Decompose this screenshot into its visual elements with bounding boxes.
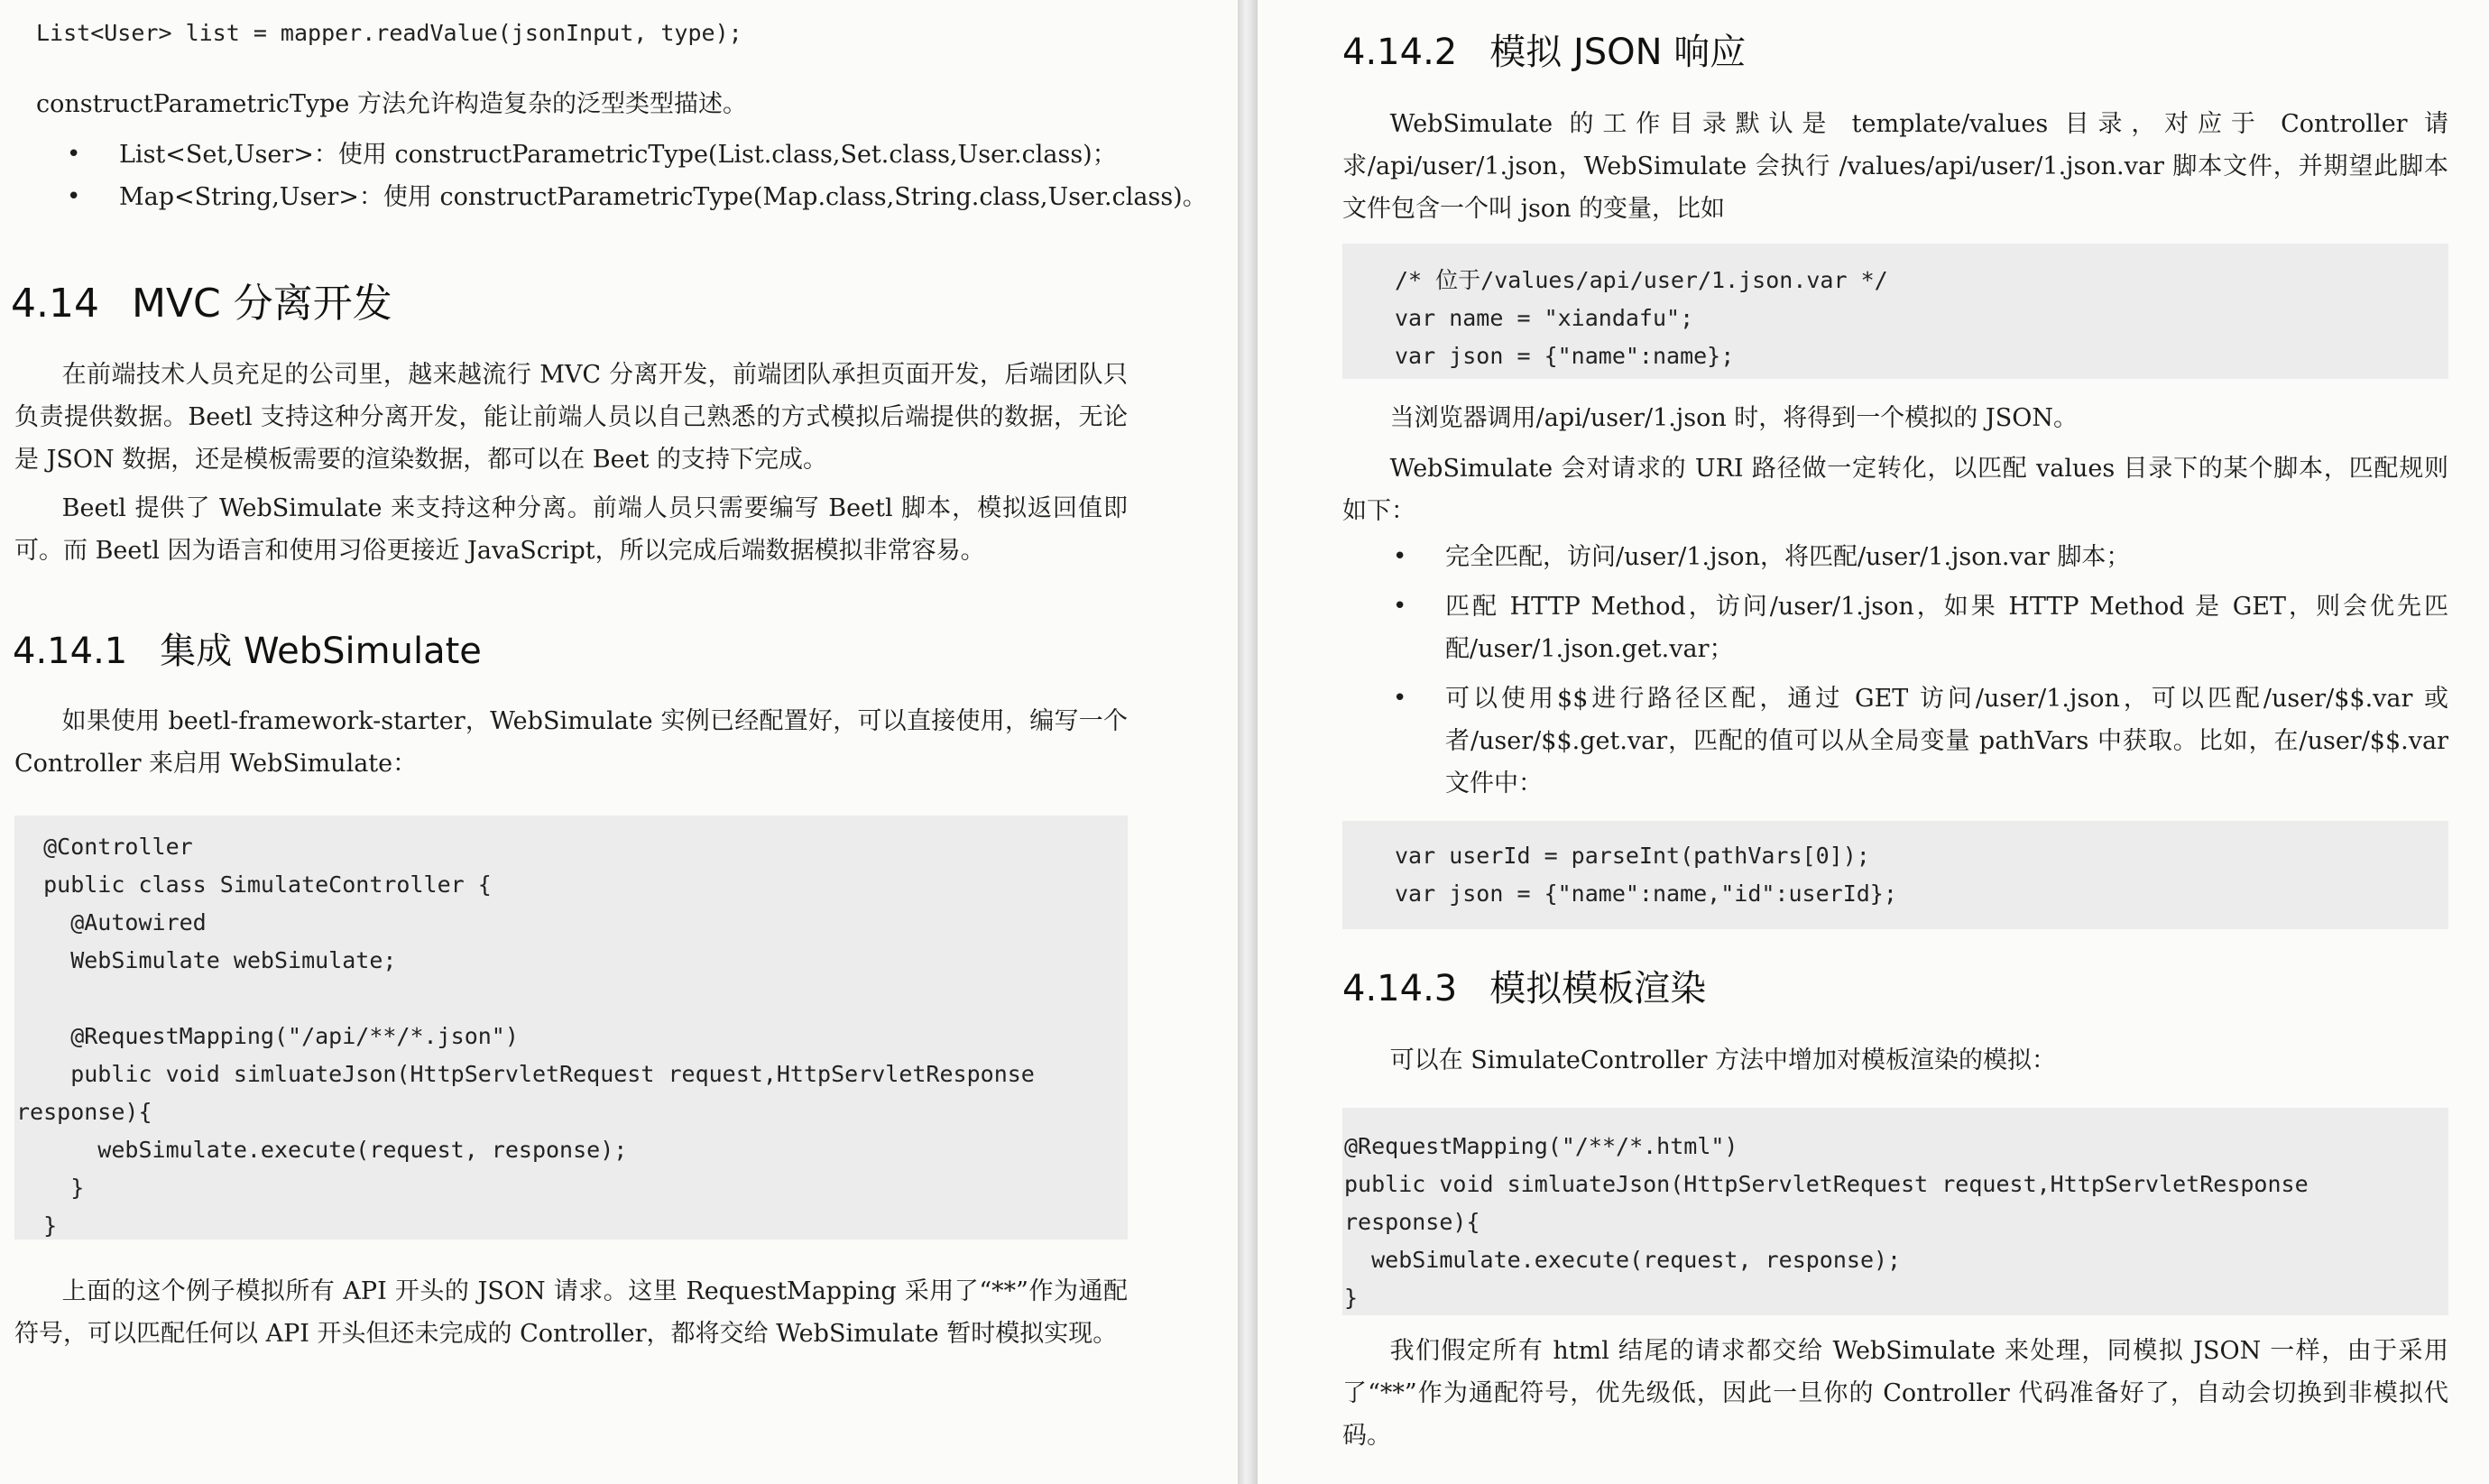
heading-number: 4.14.2 — [1342, 32, 1458, 73]
heading-title: 集成 WebSimulate — [160, 631, 482, 672]
list-item: • Map<String,User>：使用 constructParametricType(Map.class,String.class,User.class)。 — [67, 176, 1221, 218]
paragraph-websimulate-intro: Beetl 提供了 WebSimulate 来支持这种分离。前端人员只需要编写 Beetl 脚本，模拟返回值即可。而 Beetl 因为语言和使用习俗更接近 JavaScript，所以完成后端数据模拟非常容易。 — [14, 494, 1128, 565]
section-heading-4-14-1 — [13, 622, 482, 674]
paragraph-example-explained: 上面的这个例子模拟所有 API 开头的 JSON 请求。这里 RequestMapping 采用了“**”作为通配符号，可以匹配任何以 API 开头但还未完成的 Controller，都将交给 WebSimulate 暂时模拟实现。 — [14, 1277, 1128, 1348]
paragraph-assume-html: 我们假定所有 html 结尾的请求都交给 WebSimulate 来处理，同模拟 JSON 一样，由于采用了“**”作为通配符号，优先级低，因此一旦你的 Controller 代码准备好了，自动会切换到非模拟代码。 — [1342, 1337, 2448, 1450]
paragraph-integrate: 如果使用 beetl-framework-starter，WebSimulate 实例已经配置好，可以直接使用，编写一个 Controller 来启用 WebSimulate： — [14, 707, 1128, 778]
heading-title: 模拟 JSON 响应 — [1489, 32, 1747, 73]
paragraph-mvc-intro: 在前端技术人员充足的公司里，越来越流行 MVC 分离开发，前端团队承担页面开发，后端团队只负责提供数据。Beetl 支持这种分离开发，能让前端人员以自己熟悉的方式模拟后端提供的数据，无论是 JSON 数据，还是模板需要的渲染数据，都可以在 Beet 的支持下完成。 — [14, 361, 1128, 474]
code-json-var: /* 位于/values/api/user/1.json.var */ var name = "xiandafu"; var json = {"name":name}; — [1395, 267, 1888, 369]
code-readvalue-line: List<User> list = mapper.readValue(jsonInput, type); — [36, 20, 742, 46]
list-item: • 完全匹配，访问/user/1.json，将匹配/user/1.json.var 脚本； — [1393, 536, 2448, 578]
heading-title: MVC 分离开发 — [131, 281, 392, 327]
paragraph-template-render: 可以在 SimulateController 方法中增加对模板渲染的模拟： — [1389, 1046, 2056, 1074]
type-bullet-list — [67, 134, 1221, 218]
section-heading-4-14-2 — [1342, 23, 1746, 75]
list-item: • List<Set,User>：使用 constructParametricType(List.class,Set.class,User.class)； — [67, 134, 1221, 176]
paragraph-construct-type: constructParametricType 方法允许构造复杂的泛型类型描述。 — [36, 90, 747, 118]
rule-bullet-list — [1393, 536, 2448, 805]
paragraph-convert-rules: WebSimulate 会对请求的 URI 路径做一定转化，以匹配 values 目录下的某个脚本，匹配规则如下： — [1342, 455, 2448, 525]
code-block-pathvars — [1342, 821, 2448, 929]
heading-number: 4.14.3 — [1342, 968, 1458, 1009]
section-heading-4-14-3 — [1342, 960, 1706, 1011]
heading-number: 4.14 — [11, 281, 99, 327]
code-html-mapping: @RequestMapping("/**/*.html") public void simluateJson(HttpServletRequest request,HttpServletResponse response){ webSimulate.execute(request, response); } — [1344, 1133, 2309, 1311]
code-block-controller — [14, 816, 1128, 1240]
paragraph-browser-call: 当浏览器调用/api/user/1.json 时，将得到一个模拟的 JSON。 — [1389, 404, 2078, 432]
code-pathvars: var userId = parseInt(pathVars[0]); var json = {"name":name,"id":userId}; — [1395, 843, 1897, 907]
code-block-json-var — [1342, 244, 2448, 379]
code-block-html-mapping — [1342, 1108, 2448, 1315]
section-heading-4-14 — [11, 271, 392, 328]
left-page — [0, 0, 1238, 1484]
heading-title: 模拟模板渲染 — [1489, 968, 1707, 1009]
list-item: • 匹配 HTTP Method，访问/user/1.json，如果 HTTP Method 是 GET，则会优先匹配/user/1.json.get.var； — [1393, 585, 2448, 670]
list-item: • 可以使用$$进行路径区配，通过 GET 访问/user/1.json，可以匹配/user/$$.var 或者/user/$$.get.var，匹配的值可以从全局变量 pathVars 中获取。比如，在/user/$$.var 文件中： — [1393, 677, 2448, 805]
book-spine — [1238, 0, 1258, 1484]
code-controller: @Controller public class SimulateController { @Autowired WebSimulate webSimulate; @RequestMapping("/api/**/*.json") public void simluateJson(HttpServletRequest request,HttpServletResponse response){ webSimulate.execute(request, response); } } — [16, 834, 1035, 1239]
right-page — [1258, 0, 2489, 1484]
heading-number: 4.14.1 — [13, 631, 128, 672]
paragraph-workdir: WebSimulate 的工作目录默认是 template/values 目录，对应于 Controller 请求/api/user/1.json，WebSimulate 会执行 /values/api/user/1.json.var 脚本文件，并期望此脚本文件包含一个叫 json 的变量，比如 — [1342, 110, 2448, 223]
